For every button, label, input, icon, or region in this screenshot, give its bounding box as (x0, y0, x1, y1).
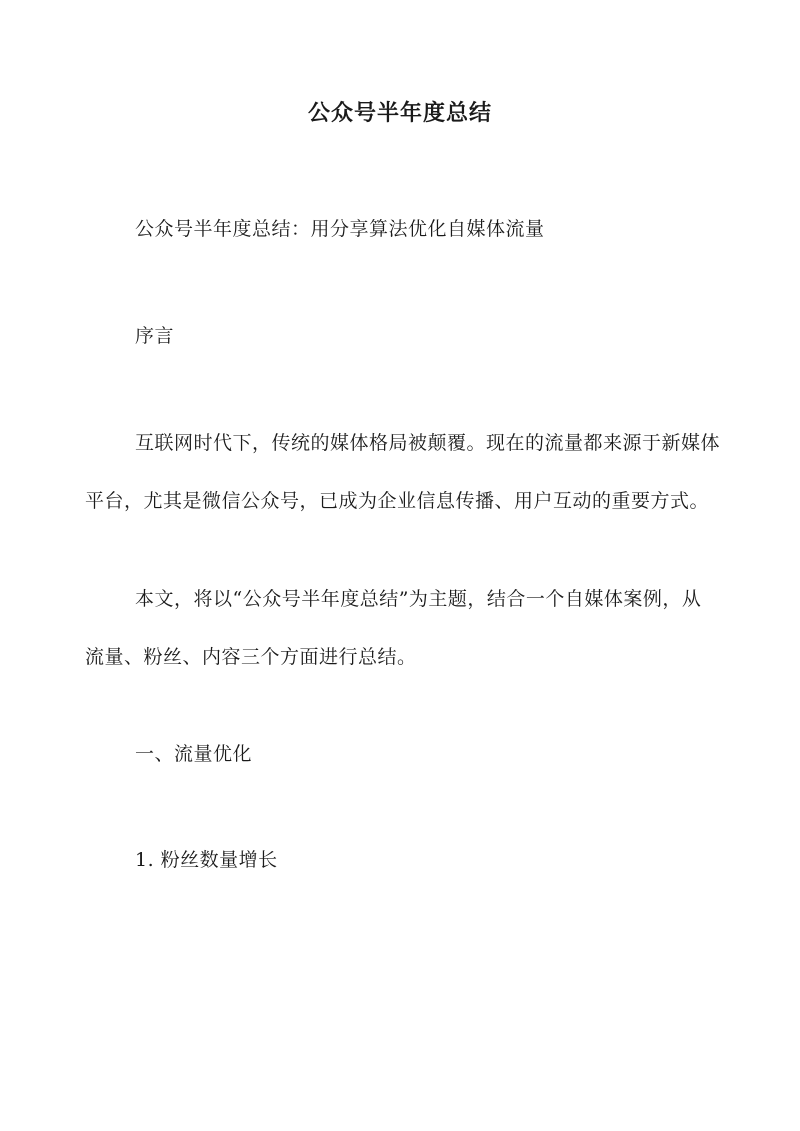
preface-heading-line: 序言 (135, 325, 175, 347)
intro-paragraph-2 (85, 570, 705, 686)
intro-paragraph-1 (85, 414, 721, 530)
subsection-1-heading-line: 1. 粉丝数量增长 (135, 849, 278, 871)
section-1-heading (135, 725, 705, 783)
intro-1-line-2: 平台，尤其是微信公众号，已成为企业信息传播、用户互动的重要方式。 (85, 490, 710, 512)
section-1-heading-line: 一、流量优化 (135, 743, 253, 765)
intro-1-line-1: 互联网时代下，传统的媒体格局被颠覆。现在的流量都来源于新媒体 (135, 432, 721, 454)
intro-2-line-1: 本文，将以“公众号半年度总结”为主题，结合一个自媒体案例，从 (135, 588, 702, 610)
preface-heading (135, 307, 705, 365)
subsection-1-heading (135, 831, 705, 889)
subtitle-line: 公众号半年度总结：用分享算法优化自媒体流量 (135, 218, 545, 240)
subtitle-paragraph (135, 200, 705, 258)
intro-2-line-2: 流量、粉丝、内容三个方面进行总结。 (85, 646, 417, 668)
document-title: 公众号半年度总结 (307, 100, 492, 126)
